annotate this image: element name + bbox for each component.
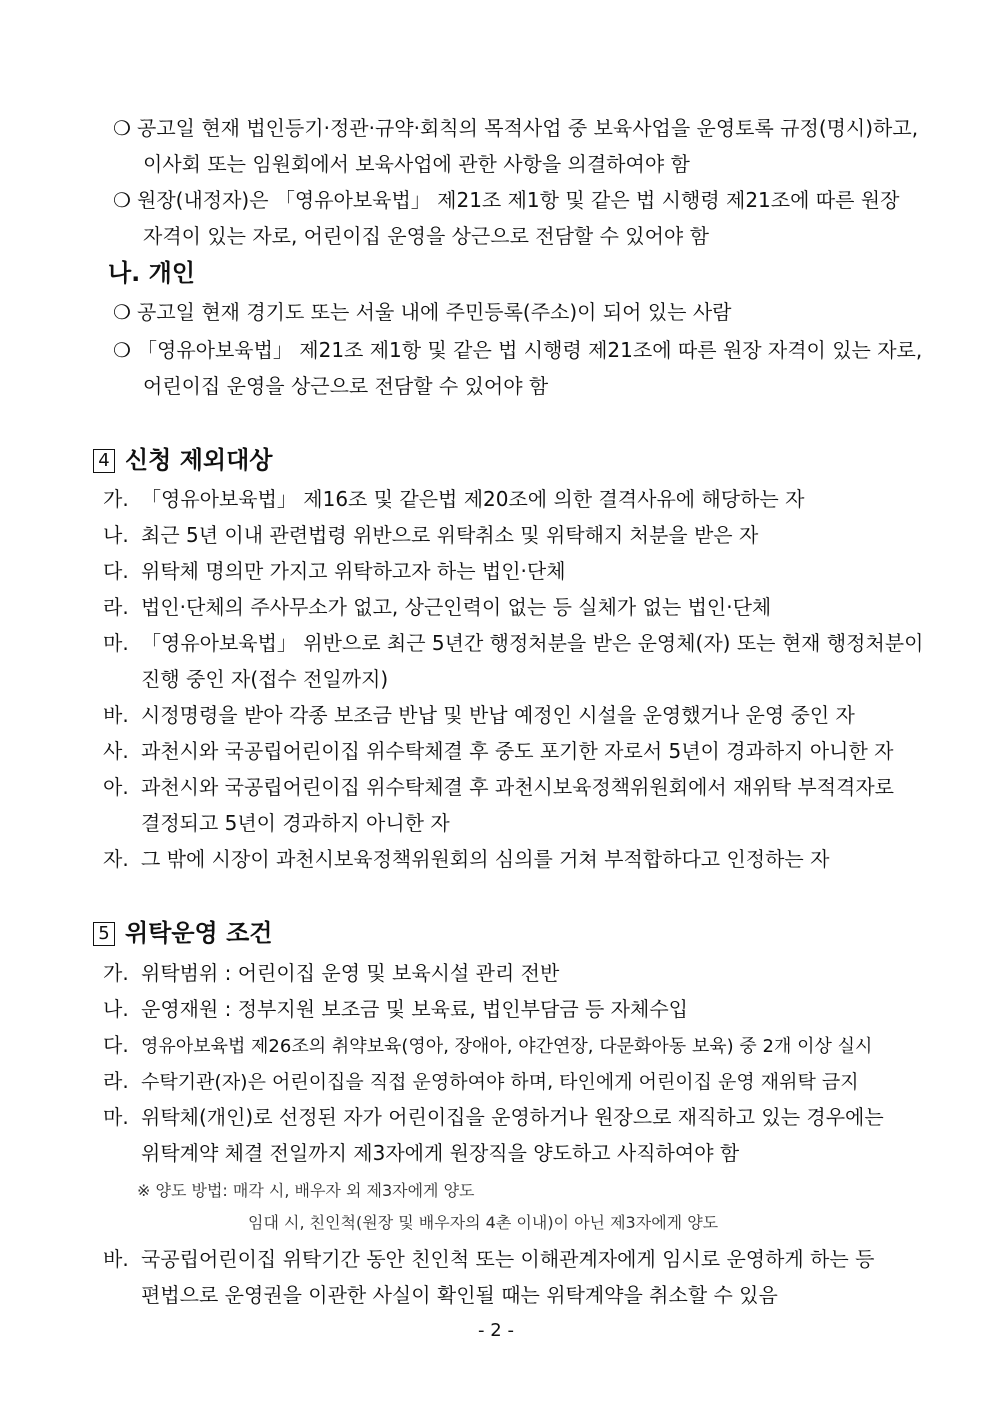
section5-item: 라. 수탁기관(자)은 어린이집을 직접 운영하여야 하며, 타인에게 어린이집 운영 재위탁 금지 (103, 1069, 859, 1093)
section5-item-cont: 편법으로 운영권을 이관한 사실이 확인될 때는 위탁계약을 취소할 수 있음 (141, 1283, 778, 1307)
section5-title: 위탁운영 조건 (125, 919, 273, 947)
page-number: - 2 - (478, 1320, 514, 1341)
circle-bullet-icon: ❍ (113, 300, 131, 324)
section4-item: 아. 과천시와 국공립어린이집 위수탁체결 후 과천시보육정책위원회에서 재위탁 부적격자로 (103, 775, 894, 799)
section4-item: 다. 위탁체 명의만 가지고 위탁하고자 하는 법인·단체 (103, 559, 566, 583)
section4-heading (93, 445, 272, 475)
section4-item-cont: 진행 중인 자(접수 전일까지) (141, 667, 389, 691)
section4-item: 나. 최근 5년 이내 관련법령 위반으로 위탁취소 및 위탁해지 처분을 받은 자 (103, 523, 759, 547)
section4-item: 자. 그 밖에 시장이 과천시보육정책위원회의 심의를 거쳐 부적합하다고 인정하는 자 (103, 847, 830, 871)
section4-item: 마. 「영유아보육법」 위반으로 최근 5년간 행정처분을 받은 운영체(자) 또는 현재 행정처분이 (103, 631, 924, 655)
section4-item-cont: 결정되고 5년이 경과하지 아니한 자 (141, 811, 450, 835)
section4-title: 신청 제외대상 (125, 446, 273, 474)
section5-item: 나. 운영재원 : 정부지원 보조금 및 보육료, 법인부담금 등 자체수입 (103, 997, 688, 1021)
corp-bullet-2-cont: 자격이 있는 자로, 어린이집 운영을 상근으로 전담할 수 있어야 함 (143, 224, 709, 248)
individual-bullet-1: ❍ 공고일 현재 경기도 또는 서울 내에 주민등록(주소)이 되어 있는 사람 (113, 300, 732, 324)
section5-item: 다. 영유아보육법 제26조의 취약보육(영아, 장애아, 야간연장, 다문화아동 보육) 중 2개 이상 실시 (103, 1033, 873, 1057)
transfer-note-2: 임대 시, 친인척(원장 및 배우자의 4촌 이내)이 아닌 제3자에게 양도 (248, 1213, 719, 1232)
section5-item: 마. 위탁체(개인)로 선정된 자가 어린이집을 운영하거나 원장으로 재직하고 있는 경우에는 (103, 1105, 884, 1129)
section4-item: 라. 법인·단체의 주사무소가 없고, 상근인력이 없는 등 실체가 없는 법인·단체 (103, 595, 772, 619)
circle-bullet-icon: ❍ (113, 116, 131, 140)
circle-bullet-icon: ❍ (113, 338, 131, 362)
section5-number: 5 (93, 922, 115, 946)
individual-bullet-2-cont: 어린이집 운영을 상근으로 전담할 수 있어야 함 (143, 374, 549, 398)
corp-bullet-1: ❍ 공고일 현재 법인등기·정관·규약·회칙의 목적사업 중 보육사업을 운영토록 규정(명시)하고, (113, 116, 919, 140)
individual-heading: 나. 개인 (108, 259, 196, 287)
corp-bullet-2: ❍ 원장(내정자)은 「영유아보육법」 제21조 제1항 및 같은 법 시행령 제21조에 따른 원장 (113, 188, 900, 212)
section4-number: 4 (93, 449, 115, 473)
corp-bullet-1-cont: 이사회 또는 임원회에서 보육사업에 관한 사항을 의결하여야 함 (143, 152, 690, 176)
section5-heading (93, 918, 272, 948)
section4-item: 바. 시정명령을 받아 각종 보조금 반납 및 반납 예정인 시설을 운영했거나 운영 중인 자 (103, 703, 855, 727)
section5-item: 가. 위탁범위 : 어린이집 운영 및 보육시설 관리 전반 (103, 961, 560, 985)
section4-item: 사. 과천시와 국공립어린이집 위수탁체결 후 중도 포기한 자로서 5년이 경과하지 아니한 자 (103, 739, 894, 763)
individual-bullet-2: ❍ 「영유아보육법」 제21조 제1항 및 같은 법 시행령 제21조에 따른 원장 자격이 있는 자로, (113, 338, 923, 362)
transfer-note-1: ※ 양도 방법: 매각 시, 배우자 외 제3자에게 양도 (137, 1181, 475, 1200)
section4-item: 가. 「영유아보육법」 제16조 및 같은법 제20조에 의한 결격사유에 해당하는 자 (103, 487, 805, 511)
circle-bullet-icon: ❍ (113, 188, 131, 212)
section5-item-cont: 위탁계약 체결 전일까지 제3자에게 원장직을 양도하고 사직하여야 함 (141, 1141, 740, 1165)
section5-item: 바. 국공립어린이집 위탁기간 동안 친인척 또는 이해관계자에게 임시로 운영하게 하는 등 (103, 1247, 875, 1271)
